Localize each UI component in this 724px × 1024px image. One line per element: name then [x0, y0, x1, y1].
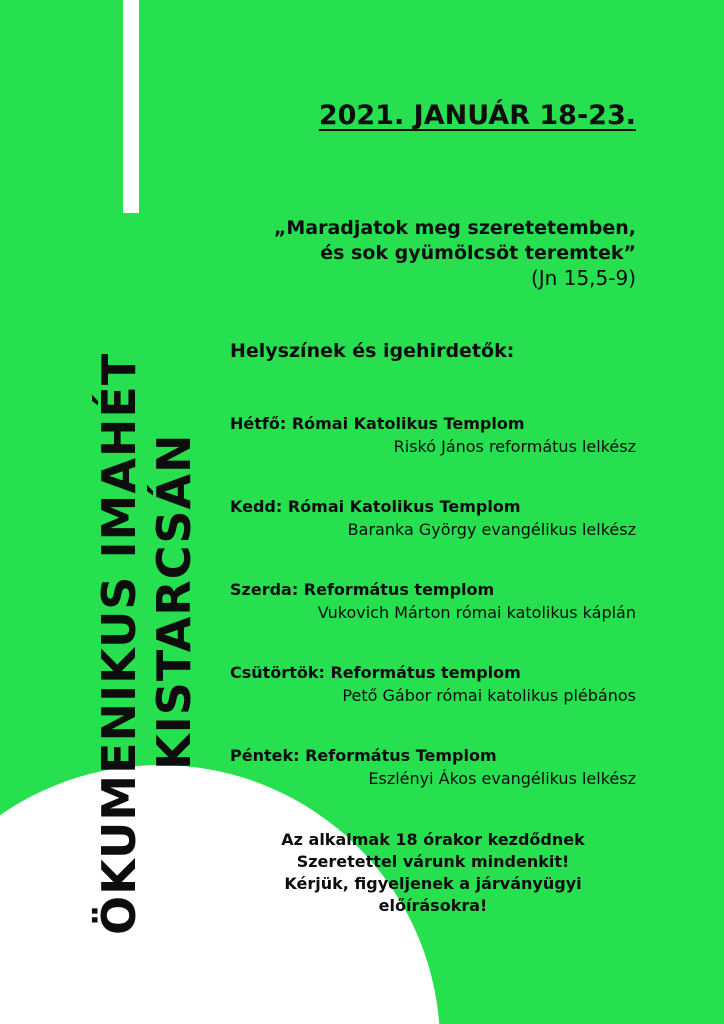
quote-line2: és sok gyümölcsöt teremtek”: [320, 242, 636, 264]
bible-quote: [196, 216, 636, 291]
footer-notes: [230, 829, 636, 917]
schedule-entry: [230, 745, 636, 828]
schedule-list: [230, 413, 636, 828]
footer-note: előírásokra!: [378, 896, 488, 915]
schedule-preacher: Riskó János református lelkész: [393, 437, 636, 456]
schedule-entry: [230, 579, 636, 662]
quote-reference: (Jn 15,5-9): [530, 266, 636, 290]
schedule-preacher: Pető Gábor római katolikus plébános: [342, 686, 636, 705]
section-heading: Helyszínek és igehirdetők:: [230, 340, 515, 362]
schedule-place: Kedd: Római Katolikus Templom: [230, 497, 521, 516]
schedule-place: Hétfő: Római Katolikus Templom: [230, 414, 525, 433]
schedule-entry: [230, 662, 636, 745]
event-date: 2021. JANUÁR 18-23.: [318, 100, 636, 131]
quote-line1: „Maradjatok meg szeretetemben,: [273, 217, 636, 239]
schedule-entry: [230, 413, 636, 496]
footer-note: Szeretettel várunk mindenkit!: [296, 852, 570, 871]
schedule-preacher: Vukovich Márton római katolikus káplán: [317, 603, 636, 622]
schedule-entry: [230, 496, 636, 579]
schedule-preacher: Baranka György evangélikus lelkész: [347, 520, 636, 539]
vertical-title-line1: ÖKUMENIKUS IMAHÉT: [92, 352, 146, 935]
schedule-place: Szerda: Református templom: [230, 580, 495, 599]
schedule-place: Péntek: Református Templom: [230, 746, 497, 765]
schedule-preacher: Eszlényi Ákos evangélikus lelkész: [368, 769, 636, 788]
footer-note: Az alkalmak 18 órakor kezdődnek: [281, 830, 585, 849]
vertical-title-line2: KISTARCSÁN: [147, 433, 201, 770]
footer-note: Kérjük, figyeljenek a járványügyi: [284, 874, 582, 893]
schedule-place: Csütörtök: Református templom: [230, 663, 521, 682]
decorative-white-bar: [123, 0, 139, 213]
